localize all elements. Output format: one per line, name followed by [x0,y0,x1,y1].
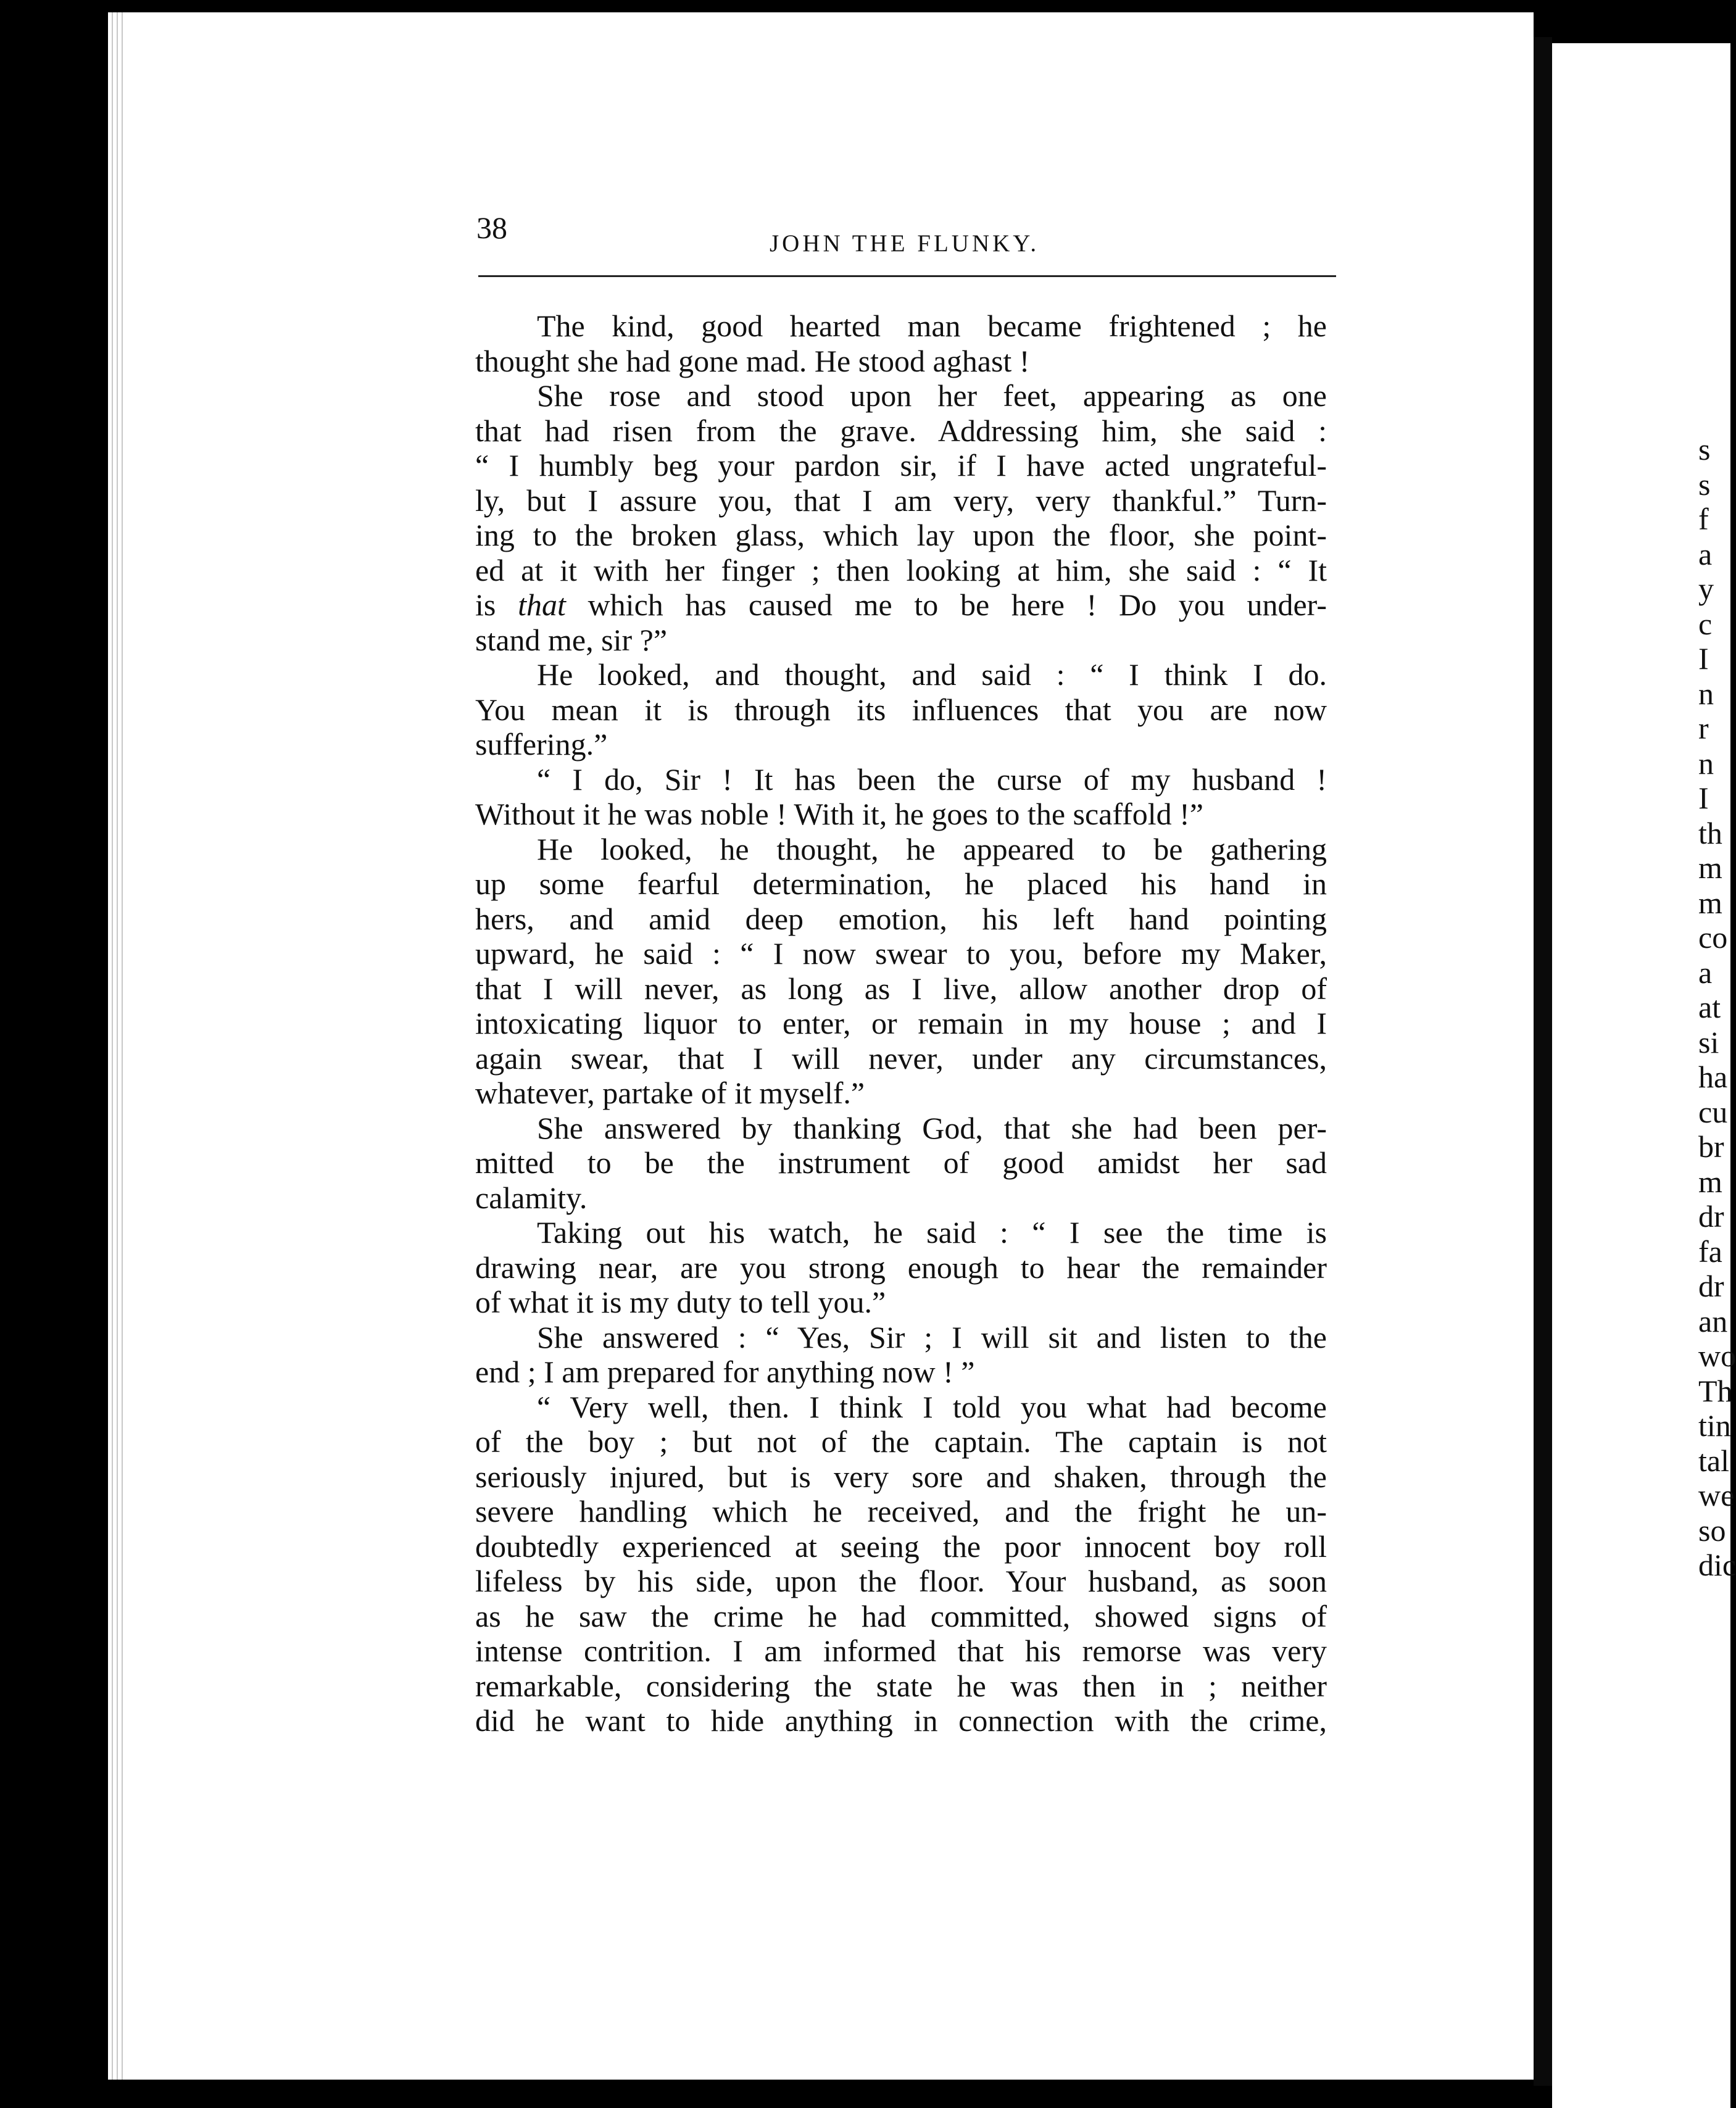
text-line: remarkable, considering the state he was then in ; neither [475,1668,1327,1703]
text-line: drawing near, are you strong enough to hear the remainder [475,1250,1327,1285]
facing-page-fragment: so [1698,1513,1726,1548]
text-line: Taking out his watch, he said : “ I see the time is [537,1215,1327,1250]
facing-page-fragment: ha [1698,1060,1728,1094]
facing-page-fragment: I [1698,781,1709,815]
page-body-text [475,309,1327,1738]
text-line: intense contrition. I am informed that his remorse was very [475,1633,1327,1668]
facing-page-fragment: fa [1698,1234,1722,1269]
text-line: You mean it is through its influences that you are now [475,692,1327,727]
emphasis-word: that [518,587,566,622]
text-line: Without it he was noble ! With it, he goes to the scaffold !” [475,797,1203,831]
text-line: The kind, good hearted man became frightened ; he [537,309,1327,343]
facing-page-fragment: si [1698,1024,1719,1060]
text-line: is that which has caused me to be here ! Do you under- [475,587,1327,622]
text-line: He looked, and thought, and said : “ I think I do. [537,657,1327,692]
text-line: again swear, that I will never, under any circumstances, [475,1040,1327,1076]
facing-page-fragment: s [1698,467,1711,502]
text-line: He looked, he thought, he appeared to be gathering [537,831,1327,866]
facing-page-fragment: an [1698,1303,1728,1338]
facing-page-fragment: we [1698,1478,1735,1513]
text-line: thought she had gone mad. He stood aghast ! [475,343,1030,378]
text-line: She rose and stood upon her feet, appearing as one [537,378,1327,413]
text-line: severe handling which he received, and the fright he un- [475,1494,1327,1529]
text-line: end ; I am prepared for anything now ! ” [475,1355,975,1389]
text-line: as he saw the crime he had committed, showed signs of [475,1598,1327,1633]
page-number: 38 [476,210,507,245]
facing-page-fragment: cu [1698,1094,1728,1129]
text-line: She answered : “ Yes, Sir ; I will sit and listen to the [537,1319,1327,1355]
text-line: hers, and amid deep emotion, his left hand pointing [475,901,1327,936]
facing-page-fragment: wo [1698,1338,1736,1373]
text-line: upward, he said : “ I now swear to you, before my Maker, [475,936,1327,971]
text-line: seriously injured, but is very sore and shaken, through the [475,1459,1327,1494]
text-line: “ I humbly beg your pardon sir, if I have acted ungrateful- [475,448,1327,483]
facing-page-fragment: Th [1698,1373,1733,1408]
text-line: “ Very well, then. I think I told you what had become [537,1389,1327,1424]
text-line: “ I do, Sir ! It has been the curse of my husband ! [537,761,1327,797]
text-line: that I will never, as long as I live, allow another drop of [475,971,1327,1006]
facing-page-fragment: br [1698,1129,1724,1164]
header-rule [478,275,1336,277]
facing-page-fragment: n [1698,745,1714,781]
facing-page-fragment: dic [1698,1548,1736,1582]
text-line: of the boy ; but not of the captain. The captain is not [475,1424,1327,1459]
facing-page-fragment: y [1698,571,1714,606]
facing-page-fragment: n [1698,676,1714,711]
book-gutter [1534,37,1552,2086]
text-line: up some fearful determination, he placed his hand in [475,866,1327,901]
text-line: calamity. [475,1180,588,1215]
text-line: ed at it with her finger ; then looking at him, she said : “ It [475,552,1327,587]
facing-page-fragment: r [1698,711,1709,745]
facing-page-fragment: m [1698,1164,1722,1199]
text-line: of what it is my duty to tell you.” [475,1285,886,1319]
facing-page-fragment: dr [1698,1199,1724,1234]
text-line: ly, but I assure you, that I am very, very thankful.” Turn- [475,483,1327,518]
text-line: that had risen from the grave. Addressing him, she said : [475,413,1327,448]
text-line: whatever, partake of it myself.” [475,1076,865,1110]
facing-page-fragment: a [1698,955,1713,990]
facing-page-fragment: m [1698,885,1722,920]
facing-page-fragment: m [1698,850,1722,885]
text-line: mitted to be the instrument of good amidst her sad [475,1145,1327,1180]
running-head: JOHN THE FLUNKY. [770,230,1040,257]
text-line: lifeless by his side, upon the floor. Your husband, as soon [475,1564,1327,1598]
text-line: She answered by thanking God, that she had been per- [537,1110,1327,1145]
facing-page-fragment: a [1698,536,1713,571]
text-line: doubtedly experienced at seeing the poor innocent boy roll [475,1529,1327,1564]
facing-page-fragment: I [1698,641,1709,676]
page-edge-stack [108,12,127,2080]
text-line: intoxicating liquor to enter, or remain in my house ; and I [475,1006,1327,1040]
facing-page-fragment: tal [1698,1443,1729,1478]
facing-page-fragment: f [1698,502,1709,536]
facing-page-fragment: co [1698,920,1728,955]
facing-page-fragment: th [1698,815,1722,850]
text-line: suffering.” [475,727,608,761]
facing-page-fragment: dr [1698,1269,1724,1303]
text-line: ing to the broken glass, which lay upon the floor, she point- [475,518,1327,552]
facing-page-fragment: s [1698,432,1711,467]
facing-page-fragment: c [1698,606,1713,641]
text-line: did he want to hide anything in connection with the crime, [475,1703,1327,1738]
facing-page-fragment: at [1698,990,1721,1024]
text-line: stand me, sir ?” [475,622,668,657]
facing-page-fragment: tin [1698,1408,1731,1443]
facing-page-text-fragments [1698,432,1736,1583]
